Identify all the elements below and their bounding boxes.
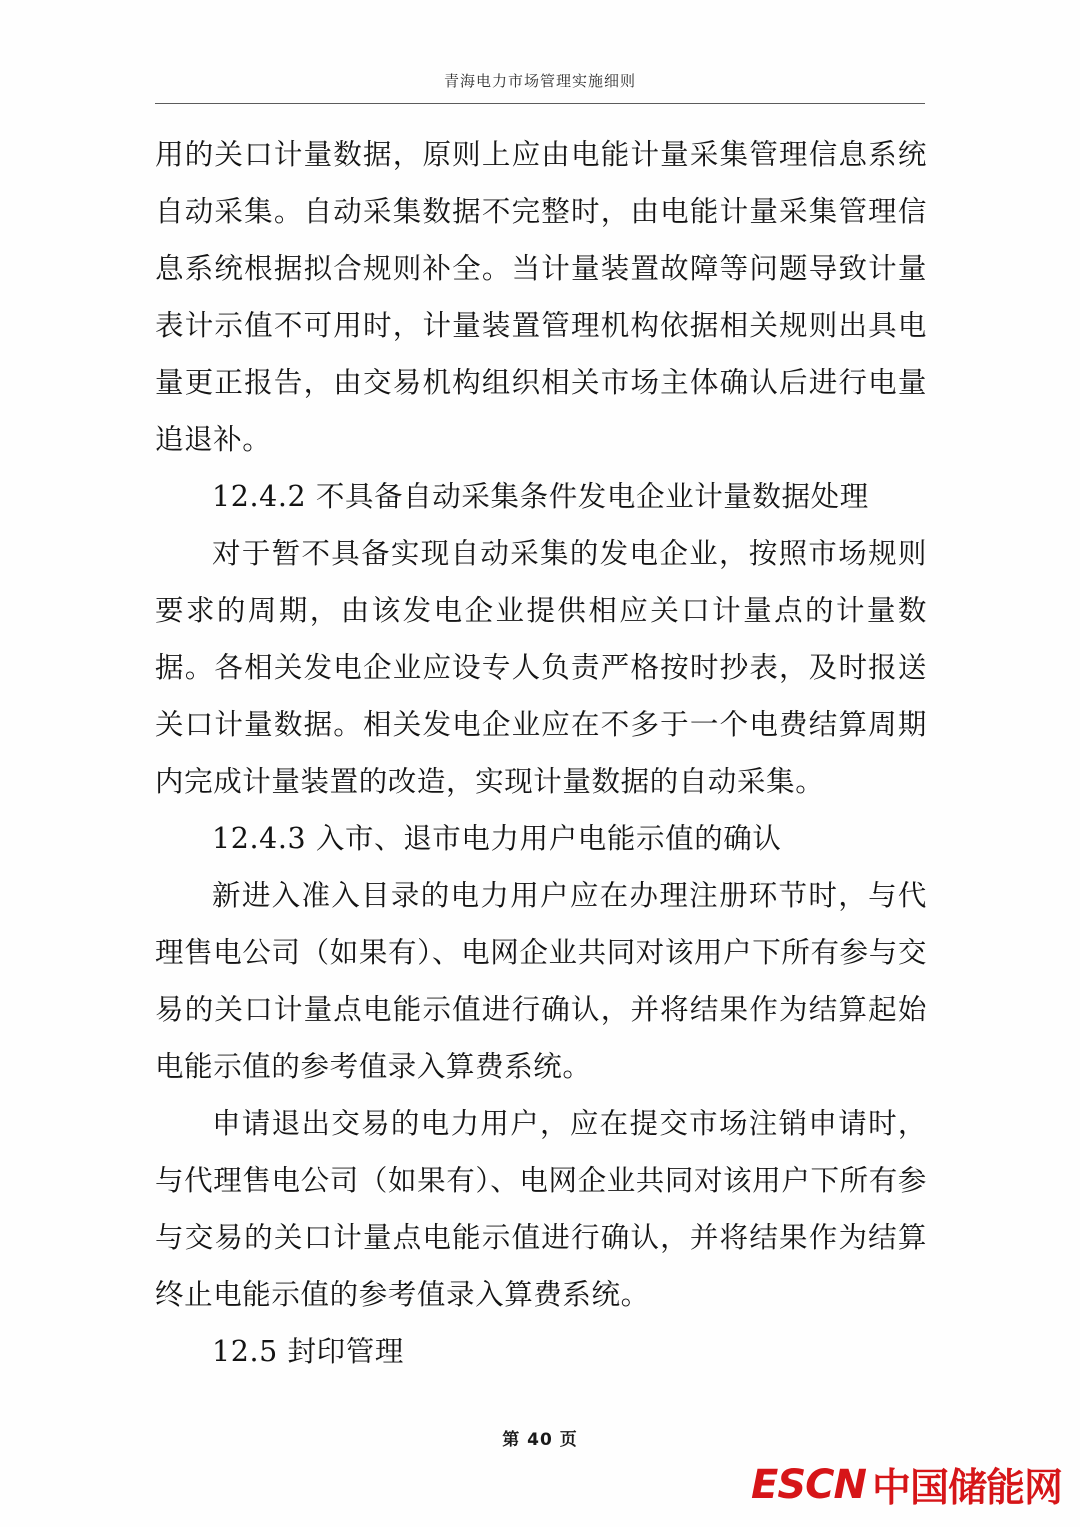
watermark-latin-text: ESCN bbox=[751, 1462, 866, 1508]
paragraph-continued: 用的关口计量数据，原则上应由电能计量采集管理信息系统自动采集。自动采集数据不完整时，由电能计量采集管理信息系统根据拟合规则补全。当计量装置故障等问题导致计量表计示值不可用时，计量装置管理机构依据相关规则出具电量更正报告，由交易机构组织相关市场主体确认后进行电量追退补。 bbox=[155, 138, 927, 456]
watermark bbox=[751, 1457, 1062, 1513]
paragraph-12-4-3-entry: 新进入准入目录的电力用户应在办理注册环节时，与代理售电公司（如果有）、电网企业共同对该用户下所有参与交易的关口计量点电能示值进行确认，并将结果作为结算起始电能示值的参考值录入算费系统。 bbox=[155, 879, 927, 1083]
paragraph-12-4-3-exit: 申请退出交易的电力用户，应在提交市场注销申请时，与代理售电公司（如果有）、电网企业共同对该用户下所有参与交易的关口计量点电能示值进行确认，并将结果作为结算终止电能示值的参考值录入算费系统。 bbox=[155, 1107, 927, 1311]
heading-12-5: 12.5 封印管理 bbox=[212, 1335, 404, 1368]
running-header: 青海电力市场管理实施细则 bbox=[443, 72, 636, 90]
header-divider bbox=[155, 103, 925, 104]
heading-12-4-2: 12.4.2 不具备自动采集条件发电企业计量数据处理 bbox=[212, 480, 869, 513]
heading-12-4-3: 12.4.3 入市、退市电力用户电能示值的确认 bbox=[212, 822, 782, 855]
paragraph-12-4-2-body: 对于暂不具备实现自动采集的发电企业，按照市场规则要求的周期，由该发电企业提供相应关口计量点的计量数据。各相关发电企业应设专人负责严格按时抄表，及时报送关口计量数据。相关发电企业应在不多于一个电费结算周期内完成计量装置的改造，实现计量数据的自动采集。 bbox=[155, 537, 927, 798]
page-body bbox=[155, 126, 927, 1380]
page-number: 第 40 页 bbox=[502, 1430, 578, 1450]
watermark-chinese-text: 中国储能网 bbox=[871, 1466, 1062, 1511]
